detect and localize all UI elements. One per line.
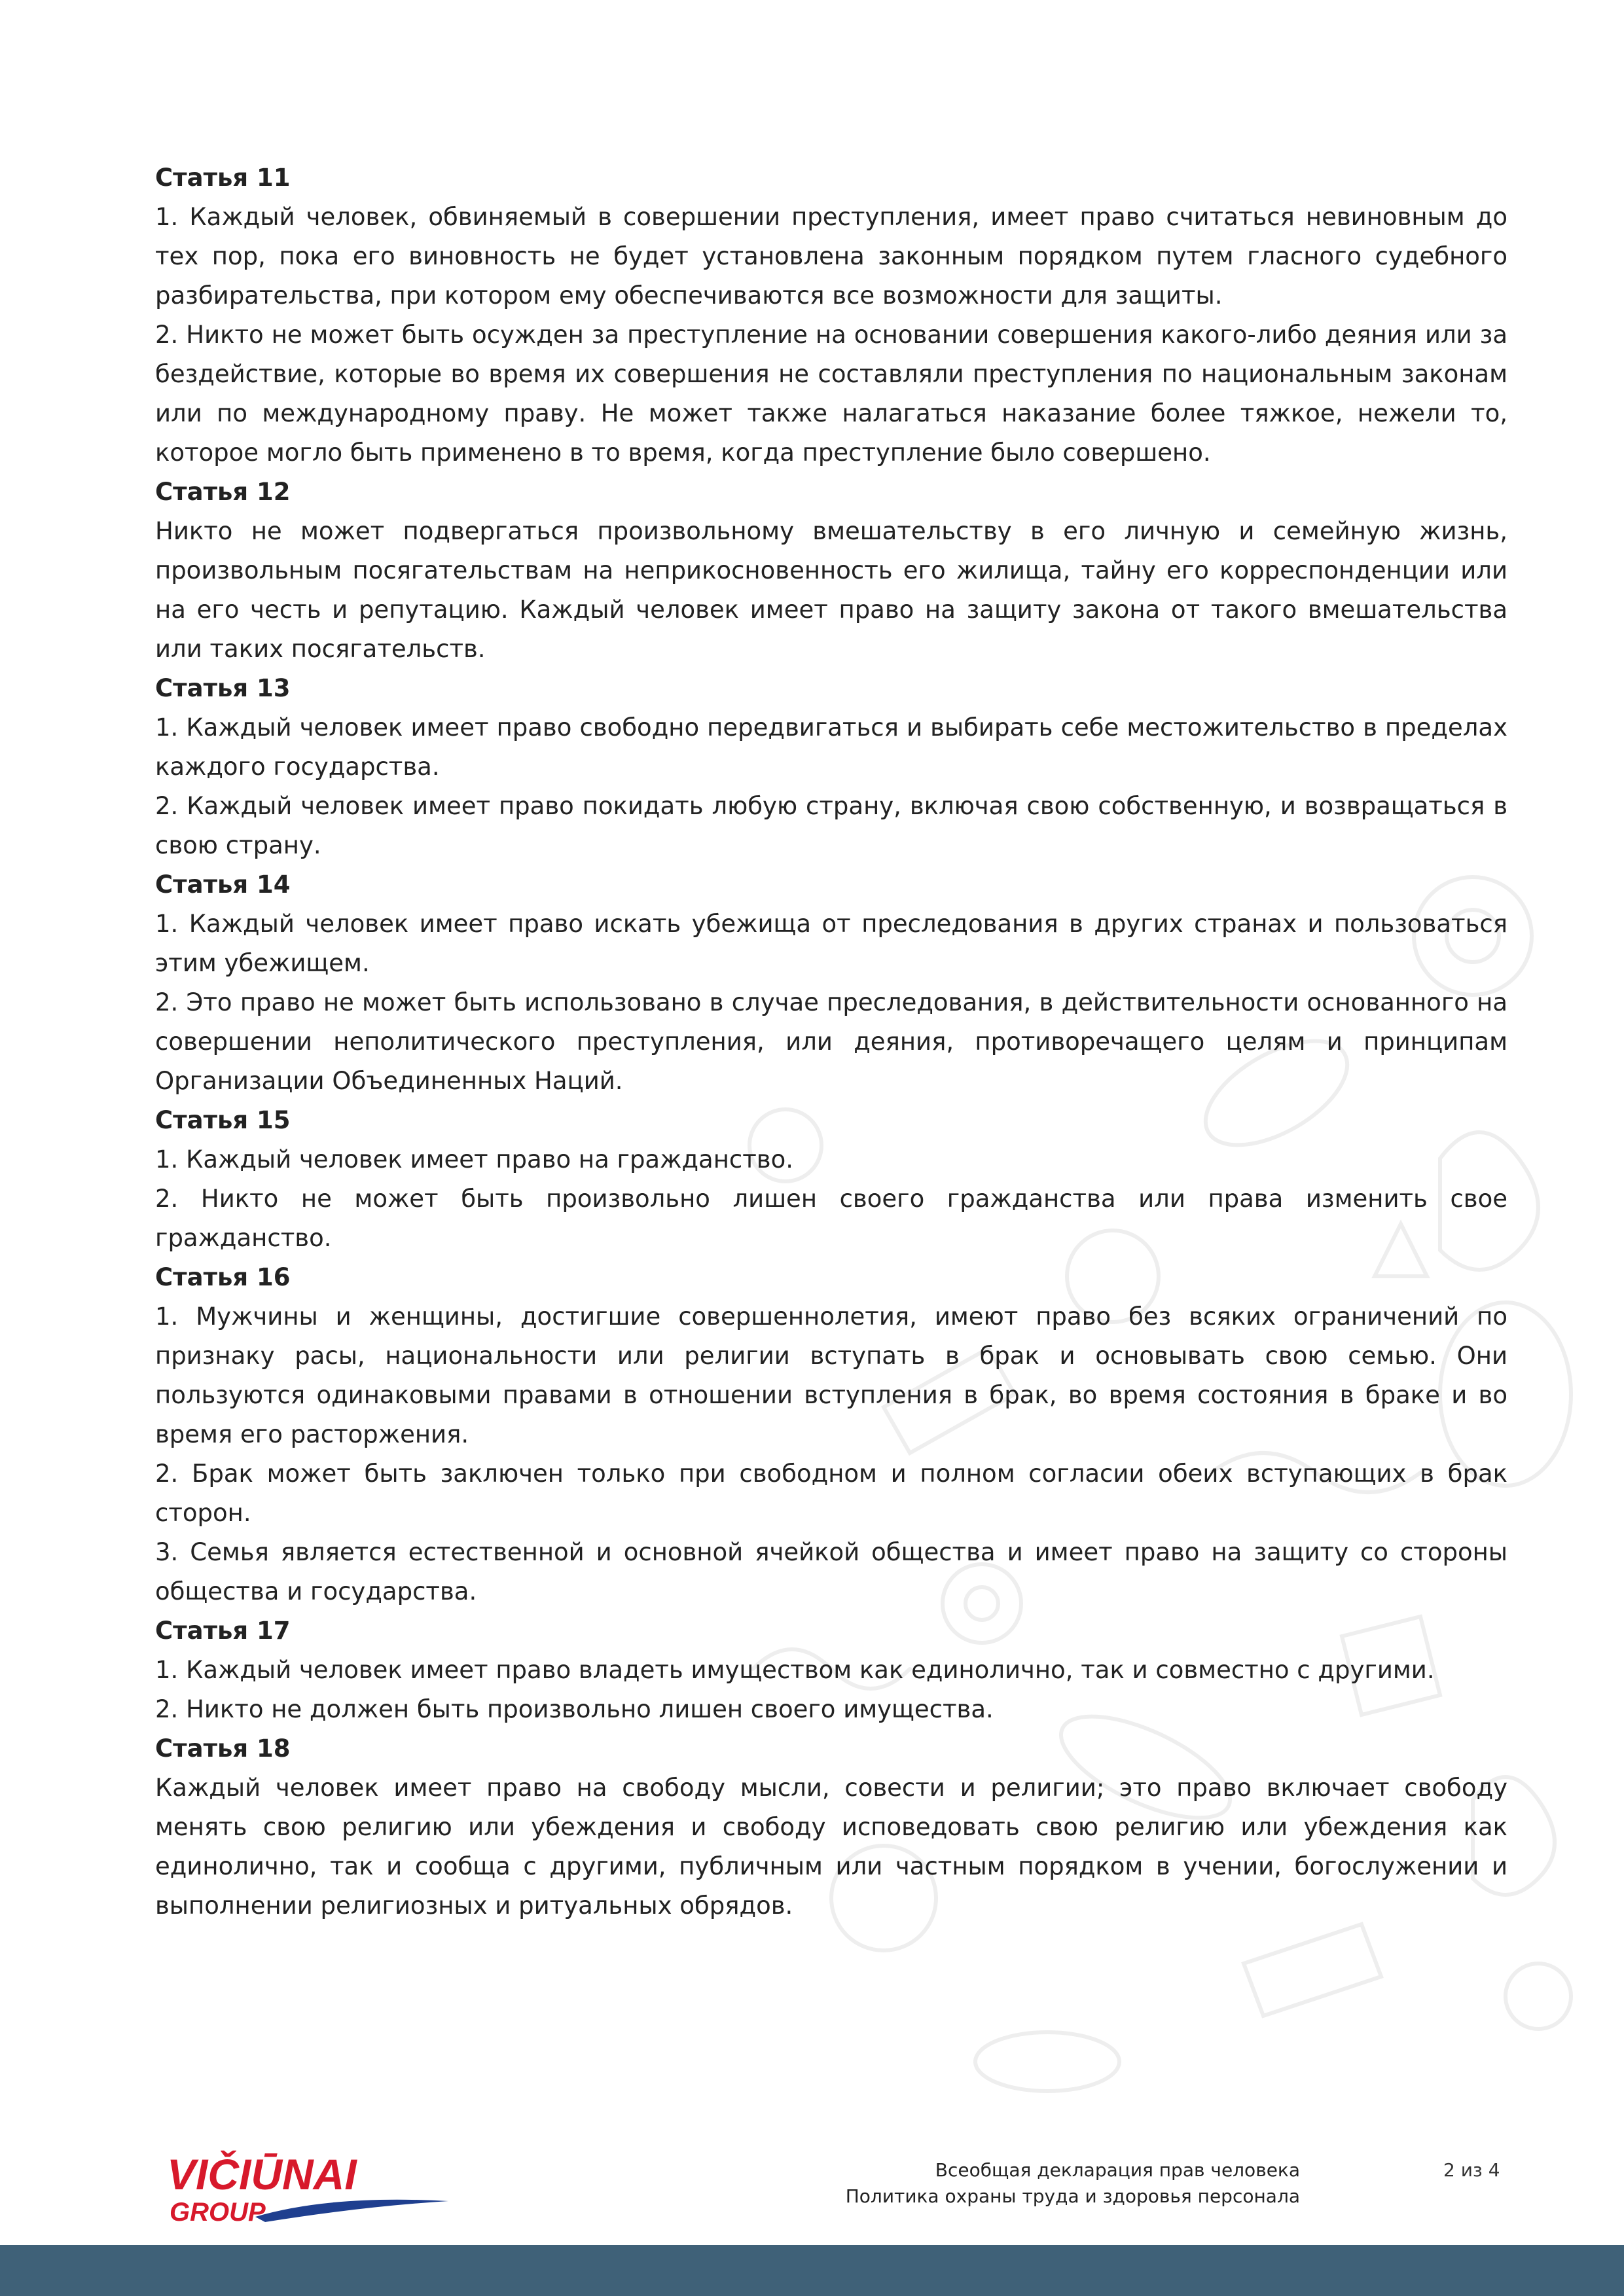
article-paragraph: 1. Каждый человек, обвиняемый в совершении преступления, имеет право считаться невиновным до тех пор, пока его виновность не будет установлена законным порядком путем гласного судебного разбирательства, при котором ему обеспечиваются все возможности для защиты. xyxy=(155,203,1507,310)
article-heading: Статья 14 xyxy=(155,870,291,899)
article-paragraph: 1. Мужчины и женщины, достигшие совершеннолетия, имеют право без всяких ограничений по признаку расы, национальности или религии вступать в брак и основывать свою семью. Они пользуются одинаковыми правами в отношении вступления в брак, во время состояния в браке и во время его расторжения. xyxy=(155,1302,1507,1448)
article-paragraph: 1. Каждый человек имеет право владеть имуществом как единолично, так и совместно с другими. xyxy=(155,1656,1435,1684)
page-number: 2 из 4 xyxy=(1443,2159,1500,2181)
article-paragraph: 2. Никто не должен быть произвольно лишен своего имущества. xyxy=(155,1695,994,1723)
article-heading: Статья 16 xyxy=(155,1263,291,1291)
footer-document-info xyxy=(846,2157,1300,2210)
article-paragraph: 2. Каждый человек имеет право покидать любую страну, включая свою собственную, и возвращаться в свою страну. xyxy=(155,792,1507,859)
footer-doc-subtitle: Политика охраны труда и здоровья персонала xyxy=(845,2185,1300,2207)
article-paragraph: 2. Это право не может быть использовано в случае преследования, в действительности основанного на совершении неполитического преступления, или деяния, противоречащего целям и принципам Организации Объединенных Наций. xyxy=(155,988,1507,1095)
article-paragraph: 1. Каждый человек имеет право свободно передвигаться и выбирать себе местожительство в пределах каждого государства. xyxy=(155,713,1507,781)
article-heading: Статья 18 xyxy=(155,1734,291,1763)
article-paragraph: 1. Каждый человек имеет право на гражданство. xyxy=(155,1145,793,1174)
article-paragraph: Никто не может подвергаться произвольному вмешательству в его личную и семейную жизнь, произвольным посягательствам на неприкосновенность его жилища, тайну его корреспонденции или на его честь и репутацию. Каждый человек имеет право на защиту закона от такого вмешательства или таких посягательств. xyxy=(155,517,1507,663)
article-paragraph: 1. Каждый человек имеет право искать убежища от преследования в других странах и пользоваться этим убежищем. xyxy=(155,910,1507,977)
article-paragraph: Каждый человек имеет право на свободу мысли, совести и религии; это право включает свободу менять свою религию или убеждения и свободу исповедовать свою религию или убеждения как единолично, так и сообща с другими, публичным или частным порядком в учении, богослужении и выполнении религиозных и ритуальных обрядов. xyxy=(155,1774,1507,1920)
article-paragraph: 2. Брак может быть заключен только при свободном и полном согласии обеих вступающих в брак сторон. xyxy=(155,1460,1507,1527)
svg-text:VIČIŪNAI: VIČIŪNAI xyxy=(167,2150,357,2198)
vičiūnai-group-logo xyxy=(167,2149,455,2227)
article-heading: Статья 17 xyxy=(155,1617,291,1645)
article-heading: Статья 15 xyxy=(155,1106,291,1134)
article-paragraph: 2. Никто не может быть осужден за преступление на основании совершения какого-либо деяния или за бездействие, которые во время их совершения не составляли преступления по национальным законам или по международному праву. Не может также налагаться наказание более тяжкое, нежели то, которое могло быть применено в то время, когда преступление было совершено. xyxy=(155,321,1507,467)
article-paragraph: 3. Семья является естественной и основной ячейкой общества и имеет право на защиту со стороны общества и государства. xyxy=(155,1538,1507,1605)
svg-text:GROUP: GROUP xyxy=(170,2198,266,2227)
footer-bar xyxy=(0,2245,1624,2296)
document-body xyxy=(155,158,1507,1926)
article-paragraph: 2. Никто не может быть произвольно лишен своего гражданства или права изменить свое гражданство. xyxy=(155,1185,1507,1252)
footer-doc-title: Всеобщая декларация прав человека xyxy=(935,2159,1300,2181)
article-heading: Статья 13 xyxy=(155,674,291,702)
article-heading: Статья 11 xyxy=(155,164,291,192)
article-heading: Статья 12 xyxy=(155,478,291,506)
